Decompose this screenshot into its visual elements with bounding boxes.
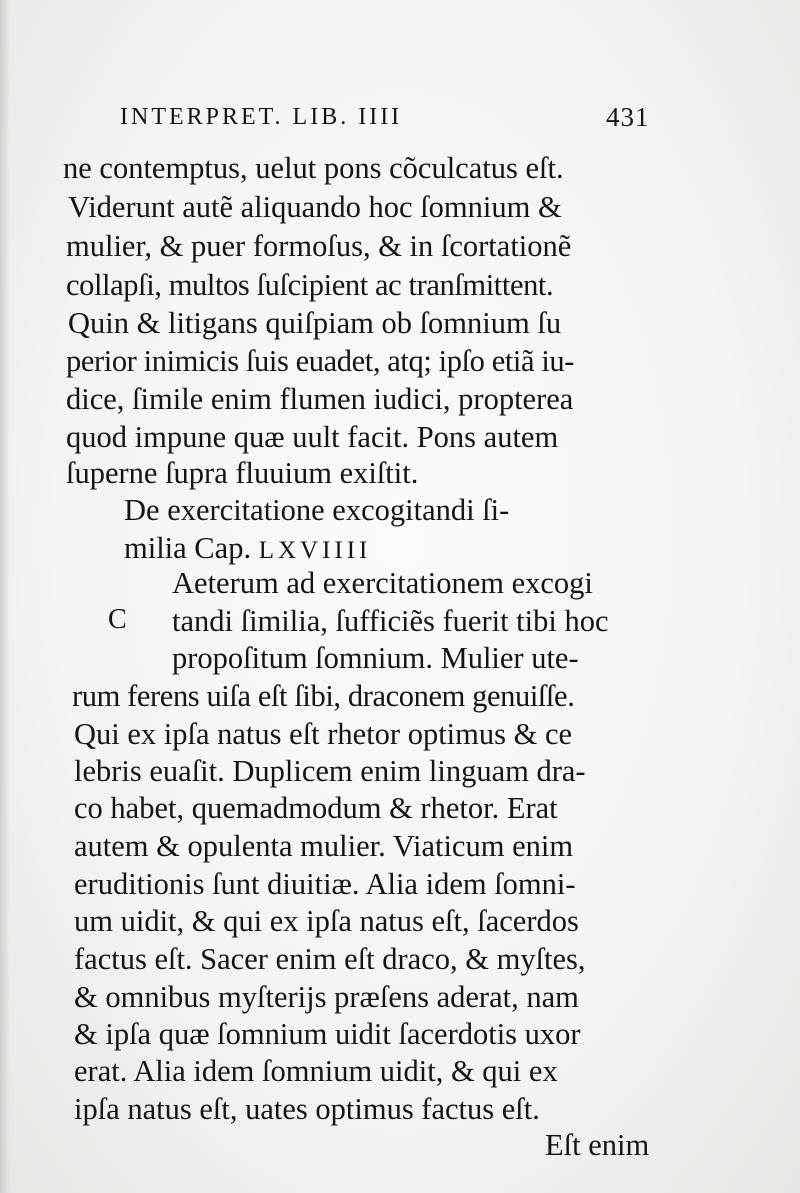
- text-line: propoſitum ſomnium. Mulier ute-: [172, 641, 579, 675]
- text-line: Qui ex ipſa natus eſt rhetor optimus & ce: [74, 717, 573, 751]
- chapter-heading-text: milia Cap.: [124, 531, 252, 565]
- page-header: [120, 104, 680, 138]
- drop-initial: C: [108, 604, 127, 635]
- text-line: Aeterum ad exercitationem excogi: [172, 566, 593, 600]
- text-line: ipſa natus eſt, uates optimus factus eſt.: [74, 1092, 540, 1126]
- text-line: dice, ſimile enim flumen iudici, propterea: [66, 382, 574, 416]
- text-line: factus eſt. Sacer enim eſt draco, & myſtes,: [74, 942, 586, 976]
- page-edge-shadow: [0, 0, 10, 1193]
- chapter-heading: De exercitatione excogitandi ſi-: [124, 493, 510, 527]
- chapter-heading-line2: [124, 530, 371, 569]
- text-line: lebris euaſit. Duplicem enim linguam dra-: [74, 754, 586, 788]
- running-title: INTERPRET. LIB. IIII: [120, 104, 403, 130]
- chapter-numeral: LXVIIII: [258, 537, 372, 564]
- text-line: perior inimicis ſuis euadet, atq; ipſo etiã iu-: [66, 344, 575, 378]
- text-line: erat. Alia idem ſomnium uidit, & qui ex: [74, 1054, 558, 1088]
- text-line: ne contemptus, uelut pons cõculcatus eſt.: [63, 151, 564, 185]
- text-line: Quin & litigans quiſpiam ob ſomnium ſu: [68, 306, 562, 340]
- text-line: tandi ſimilia, ſufficiẽs fuerit tibi hoc: [172, 604, 609, 638]
- text-line: Viderunt autẽ aliquando hoc ſomnium &: [68, 190, 562, 224]
- text-line: collapſi, multos ſuſcipient ac tranſmittent.: [66, 268, 554, 302]
- catchword: Eſt enim: [545, 1128, 650, 1162]
- text-line: um uidit, & qui ex ipſa natus eſt, ſacerdos: [74, 904, 579, 938]
- text-line: rum ferens uiſa eſt ſibi, draconem genuiſſe.: [72, 679, 575, 713]
- text-line: quod impune quæ uult facit. Pons autem: [66, 420, 559, 454]
- page-number: 431: [606, 102, 650, 132]
- text-line: autem & opulenta mulier. Viaticum enim: [74, 829, 574, 863]
- text-line: mulier, & puer formoſus, & in ſcortationẽ: [66, 229, 572, 263]
- text-line: & omnibus myſterijs præſens aderat, nam: [74, 980, 579, 1014]
- text-line: & ipſa quæ ſomnium uidit ſacerdotis uxor: [74, 1017, 581, 1051]
- text-line: ſuperne ſupra fluuium exiſtit.: [66, 456, 419, 490]
- text-line: eruditionis ſunt diuitiæ. Alia idem ſomni-: [74, 867, 576, 901]
- text-line: co habet, quemadmodum & rhetor. Erat: [74, 791, 558, 825]
